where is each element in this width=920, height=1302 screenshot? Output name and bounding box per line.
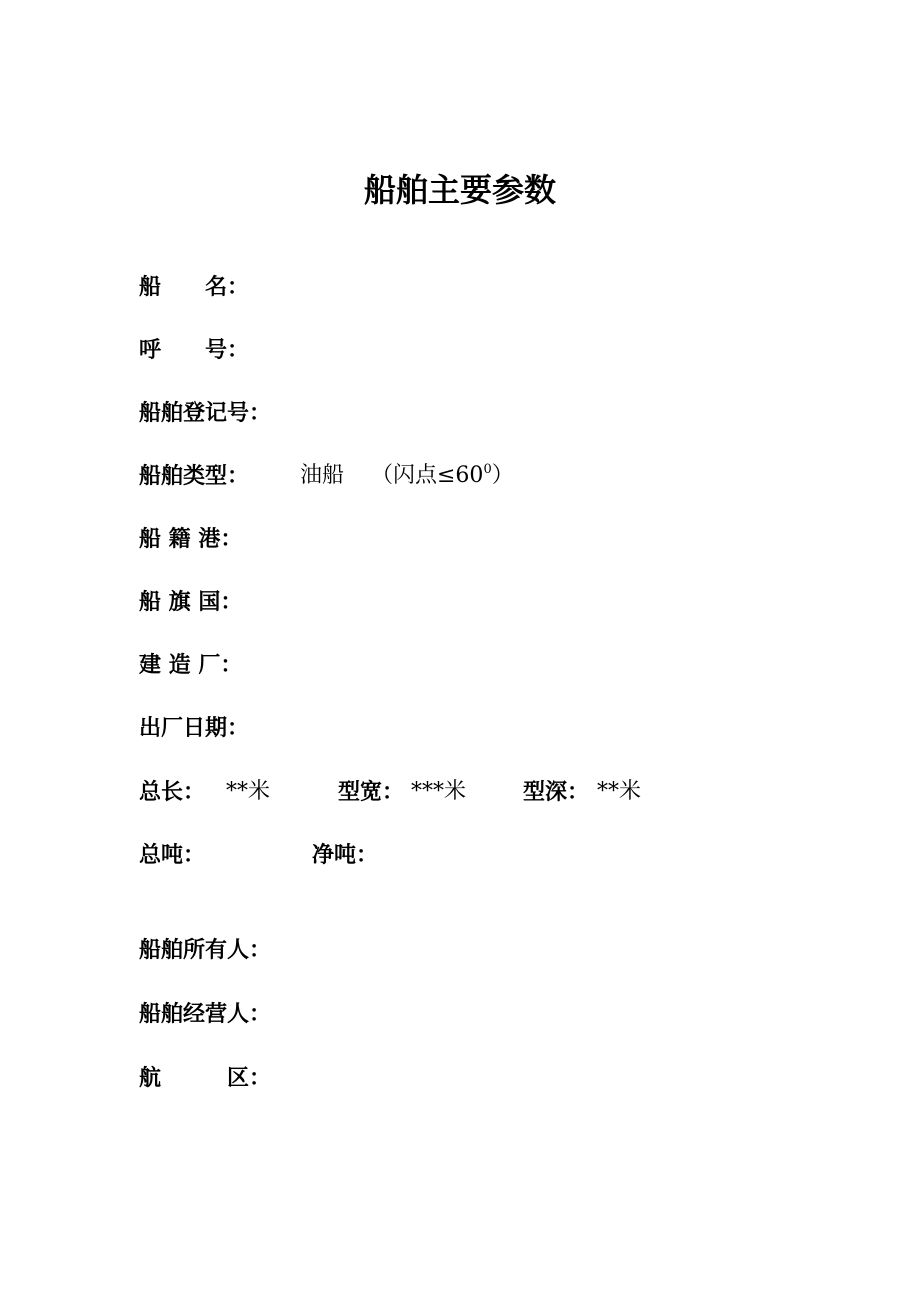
- operator-label: 船舶经营人：: [139, 1001, 272, 1027]
- loa-value: **米: [226, 779, 271, 804]
- port-of-registry-label: 船 籍 港：: [139, 526, 243, 552]
- ship-name-label: 船 名：: [139, 274, 250, 300]
- ship-type-value: [300, 459, 344, 493]
- breadth-value: ***米: [411, 779, 467, 804]
- builder-label: 建 造 厂：: [139, 652, 243, 678]
- flash-point-suffix: ）: [491, 463, 514, 488]
- gross-tonnage-label: 总吨：: [139, 842, 206, 868]
- call-sign-label: 呼 号：: [139, 337, 250, 363]
- net-tonnage-label: 净吨：: [312, 842, 379, 868]
- flash-point-degree: 0: [483, 462, 492, 477]
- breadth-label: 型宽：: [338, 779, 405, 805]
- depth-label: 型深：: [523, 779, 590, 805]
- navigation-area-label: 航 区：: [139, 1065, 272, 1091]
- ship-type-text: 油船: [300, 463, 345, 488]
- build-date-label: 出厂日期：: [139, 715, 250, 741]
- registration-no-label: 船舶登记号：: [139, 400, 272, 426]
- loa-label: 总长：: [139, 779, 206, 805]
- flash-point-prefix: （闪点≤60: [371, 463, 484, 488]
- flash-point-note: [371, 459, 514, 493]
- owner-label: 船舶所有人：: [139, 937, 272, 963]
- flag-state-label: 船 旗 国：: [139, 589, 243, 615]
- document-title: 船舶主要参数: [363, 171, 556, 209]
- depth-value: **米: [597, 779, 642, 804]
- ship-type-label: 船舶类型：: [139, 463, 250, 489]
